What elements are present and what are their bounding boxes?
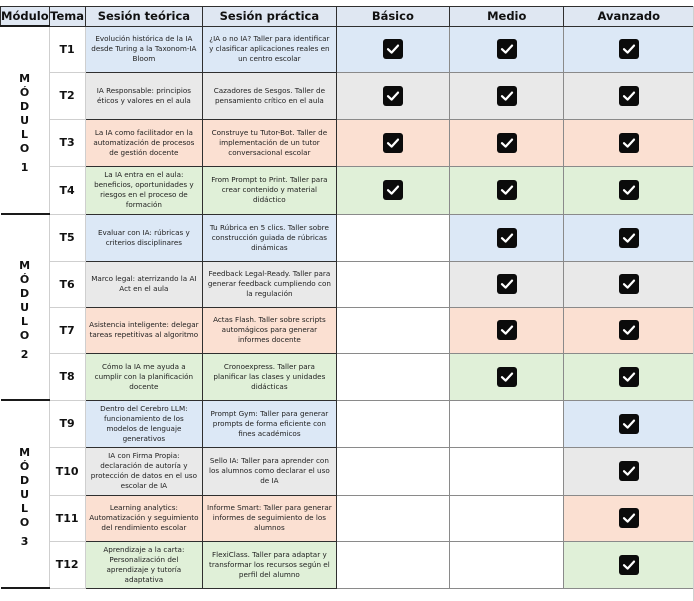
sesion-teorica-cell: Aprendizaje a la carta: Personalización del aprendizaje y tutoría adaptativa <box>85 541 203 588</box>
sesion-teorica-cell: Cómo la IA me ayuda a cumplir con la planificación docente <box>85 353 203 400</box>
avanzado-cell <box>564 495 694 541</box>
sesion-teorica-cell: Dentro del Cerebro LLM: funcionamiento de los modelos de lenguaje generativos <box>85 400 203 447</box>
table-row <box>1 26 694 72</box>
tema-cell: T2 <box>49 72 85 119</box>
sesion-practica-cell: Prompt Gym: Taller para generar prompts de forma eficiente con fines académicos <box>203 400 336 447</box>
checkbox-checked-icon[interactable] <box>497 228 517 248</box>
module-letter: L <box>21 314 29 328</box>
module-letter: M <box>19 445 31 459</box>
avanzado-cell <box>564 541 694 588</box>
tema-cell: T11 <box>49 495 85 541</box>
module-letter: U <box>20 113 30 127</box>
header-sesion-teorica: Sesión teórica <box>85 7 203 27</box>
tema-cell: T4 <box>49 166 85 214</box>
module-letter: Ó <box>19 85 30 99</box>
module-letter: O <box>19 515 30 529</box>
sesion-teorica-cell: La IA entra en el aula: beneficios, oportunidades y riesgos en el proceso de formación <box>85 166 203 214</box>
module-letter: L <box>21 501 29 515</box>
table-row <box>1 495 694 541</box>
checkbox-checked-icon[interactable] <box>619 39 639 59</box>
checkbox-checked-icon[interactable] <box>619 555 639 575</box>
avanzado-cell <box>564 400 694 447</box>
table-row <box>1 261 694 307</box>
module-letter: O <box>19 328 30 342</box>
table-row <box>1 72 694 119</box>
sesion-teorica-cell: Marco legal: aterrizando la AI Act en el aula <box>85 261 203 307</box>
header-tema: Tema <box>49 7 85 27</box>
checkbox-checked-icon[interactable] <box>619 367 639 387</box>
basico-cell <box>336 400 449 447</box>
basico-cell <box>336 495 449 541</box>
tema-cell: T5 <box>49 214 85 261</box>
medio-cell <box>450 307 564 353</box>
module-letter: U <box>20 300 30 314</box>
table-row <box>1 214 694 261</box>
sesion-teorica-cell: Evaluar con IA: rúbricas y criterios disciplinares <box>85 214 203 261</box>
basico-cell <box>336 307 449 353</box>
module-label <box>1 400 50 588</box>
sesion-teorica-cell: Asistencia inteligente: delegar tareas repetitivas al algoritmo <box>85 307 203 353</box>
header-sesion-practica: Sesión práctica <box>203 7 336 27</box>
module-number: 3 <box>20 534 29 548</box>
table-row <box>1 166 694 214</box>
module-letter: L <box>21 127 29 141</box>
header-avanzado: Avanzado <box>564 7 694 27</box>
table-row <box>1 447 694 495</box>
basico-cell <box>336 26 449 72</box>
module-letter: U <box>20 487 30 501</box>
module-letter: D <box>19 99 30 113</box>
module-letter: Ó <box>19 272 30 286</box>
basico-cell <box>336 72 449 119</box>
medio-cell <box>450 261 564 307</box>
avanzado-cell <box>564 307 694 353</box>
module-number: 2 <box>20 347 29 361</box>
checkbox-checked-icon[interactable] <box>619 320 639 340</box>
sesion-practica-cell: Actas Flash. Taller sobre scripts automágicos para generar informes docente <box>203 307 336 353</box>
header-modulo: Módulo <box>1 7 50 27</box>
medio-cell <box>450 353 564 400</box>
tema-cell: T8 <box>49 353 85 400</box>
sesion-practica-cell: Tu Rúbrica en 5 clics. Taller sobre construcción guiada de rúbricas dinámicas <box>203 214 336 261</box>
module-letter: D <box>19 473 30 487</box>
medio-cell <box>450 72 564 119</box>
tema-cell: T3 <box>49 119 85 166</box>
checkbox-checked-icon[interactable] <box>383 39 403 59</box>
module-letter: M <box>19 258 31 272</box>
sesion-practica-cell: From Prompt to Print. Taller para crear contenido y material didáctico <box>203 166 336 214</box>
avanzado-cell <box>564 26 694 72</box>
checkbox-checked-icon[interactable] <box>497 274 517 294</box>
table-row <box>1 119 694 166</box>
table-row <box>1 400 694 447</box>
checkbox-checked-icon[interactable] <box>497 133 517 153</box>
medio-cell <box>450 447 564 495</box>
sesion-practica-cell: Feedback Legal-Ready. Taller para generar feedback cumpliendo con la regulación <box>203 261 336 307</box>
basico-cell <box>336 166 449 214</box>
medio-cell <box>450 166 564 214</box>
sesion-practica-cell: ¿IA o no IA? Taller para identificar y clasificar aplicaciones reales en un centro escolar <box>203 26 336 72</box>
sesion-teorica-cell: La IA como facilitador en la automatización de procesos de gestión docente <box>85 119 203 166</box>
sesion-practica-cell: Sello IA: Taller para aprender con los alumnos como declarar el uso de IA <box>203 447 336 495</box>
module-label <box>1 26 50 214</box>
avanzado-cell <box>564 119 694 166</box>
checkbox-checked-icon[interactable] <box>497 86 517 106</box>
basico-cell <box>336 261 449 307</box>
sesion-practica-cell: Cazadores de Sesgos. Taller de pensamiento crítico en el aula <box>203 72 336 119</box>
table-row <box>1 541 694 588</box>
checkbox-checked-icon[interactable] <box>383 133 403 153</box>
checkbox-checked-icon[interactable] <box>497 320 517 340</box>
header-basico: Básico <box>336 7 449 27</box>
module-letter: D <box>19 286 30 300</box>
medio-cell <box>450 400 564 447</box>
sesion-practica-cell: FlexiClass. Taller para adaptar y transformar los recursos según el perfil del alumno <box>203 541 336 588</box>
checkbox-checked-icon[interactable] <box>619 274 639 294</box>
basico-cell <box>336 541 449 588</box>
sesion-teorica-cell: IA con Firma Propia: declaración de autoría y protección de datos en el uso escolar de IA <box>85 447 203 495</box>
module-letter: M <box>19 71 31 85</box>
checkbox-checked-icon[interactable] <box>383 180 403 200</box>
checkbox-checked-icon[interactable] <box>619 461 639 481</box>
module-label <box>1 214 50 400</box>
sesion-practica-cell: Construye tu Tutor-Bot. Taller de implementación de un tutor conversacional escolar <box>203 119 336 166</box>
sesion-practica-cell: Cronoexpress. Taller para planificar las clases y unidades didácticas <box>203 353 336 400</box>
avanzado-cell <box>564 166 694 214</box>
tema-cell: T9 <box>49 400 85 447</box>
curriculum-table <box>0 6 694 589</box>
basico-cell <box>336 447 449 495</box>
tema-cell: T1 <box>49 26 85 72</box>
module-letter: O <box>19 141 30 155</box>
sesion-teorica-cell: Learning analytics: Automatización y seguimiento del rendimiento escolar <box>85 495 203 541</box>
basico-cell <box>336 214 449 261</box>
avanzado-cell <box>564 214 694 261</box>
avanzado-cell <box>564 447 694 495</box>
checkbox-checked-icon[interactable] <box>383 86 403 106</box>
tema-cell: T12 <box>49 541 85 588</box>
basico-cell <box>336 353 449 400</box>
sesion-teorica-cell: Evolución histórica de la IA desde Turing a la Taxonom-IA Bloom <box>85 26 203 72</box>
table-row <box>1 353 694 400</box>
checkbox-checked-icon[interactable] <box>619 86 639 106</box>
table-row <box>1 307 694 353</box>
checkbox-checked-icon[interactable] <box>497 39 517 59</box>
module-number: 1 <box>20 160 29 174</box>
tema-cell: T7 <box>49 307 85 353</box>
checkbox-checked-icon[interactable] <box>497 180 517 200</box>
checkbox-checked-icon[interactable] <box>619 133 639 153</box>
avanzado-cell <box>564 261 694 307</box>
basico-cell <box>336 119 449 166</box>
avanzado-cell <box>564 72 694 119</box>
checkbox-checked-icon[interactable] <box>619 180 639 200</box>
module-letter: Ó <box>19 459 30 473</box>
sesion-practica-cell: Informe Smart: Taller para generar informes de seguimiento de los alumnos <box>203 495 336 541</box>
medio-cell <box>450 26 564 72</box>
checkbox-checked-icon[interactable] <box>619 508 639 528</box>
header-medio: Medio <box>450 7 564 27</box>
medio-cell <box>450 495 564 541</box>
checkbox-checked-icon[interactable] <box>619 414 639 434</box>
avanzado-cell <box>564 353 694 400</box>
tema-cell: T6 <box>49 261 85 307</box>
checkbox-checked-icon[interactable] <box>619 228 639 248</box>
checkbox-checked-icon[interactable] <box>497 367 517 387</box>
tema-cell: T10 <box>49 447 85 495</box>
medio-cell <box>450 541 564 588</box>
medio-cell <box>450 214 564 261</box>
sesion-teorica-cell: IA Responsable: principios éticos y valores en el aula <box>85 72 203 119</box>
medio-cell <box>450 119 564 166</box>
